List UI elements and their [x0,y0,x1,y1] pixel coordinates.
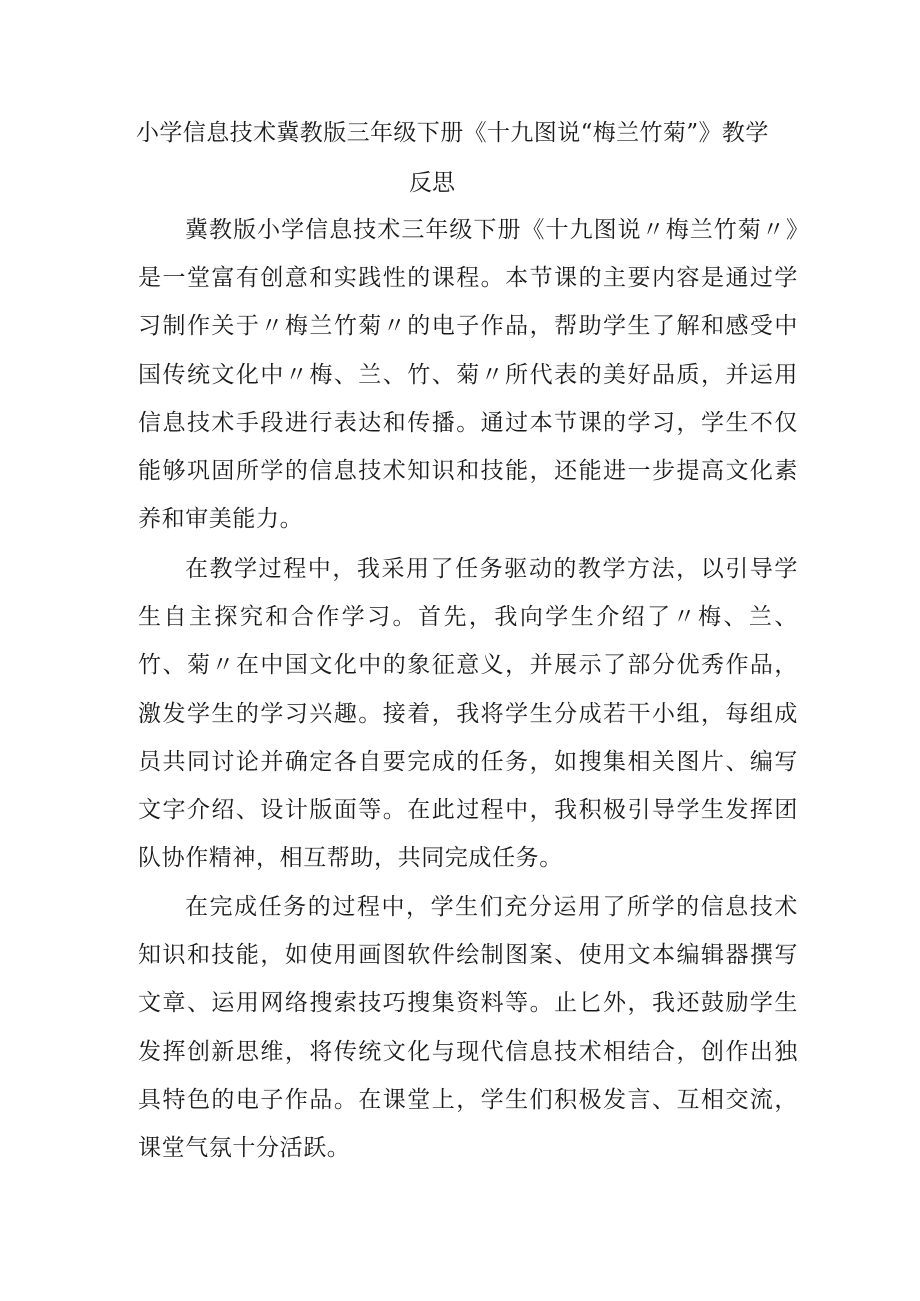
document-title-line-2: 反思 [409,170,455,196]
body-paragraph-2: 在教学过程中，我采用了任务驱动的教学方法，以引导学生自主探究和合作学习。首先，我向学生介绍了〃梅、兰、竹、菊〃在中国文化中的象征意义，并展示了部分优秀作品，激发学生的学习兴趣。接着，我将学生分成若干小组，每组成员共同讨论并确定各自要完成的任务，如搜集相关图片、编写文字介绍、设计版面等。在此过程中，我积极引导学生发挥团队协作精神，相互帮助，共同完成任务。 [138,556,798,872]
body-paragraph-3: 在完成任务的过程中，学生们充分运用了所学的信息技术知识和技能，如使用画图软件绘制图案、使用文本编辑器撰写文章、运用网络搜索技巧搜集资料等。止匕外，我还鼓励学生发挥创新思维，将传统文化与现代信息技术相结合，创作出独具特色的电子作品。在课堂上，学生们积极发言、互相交流，课堂气氛十分活跃。 [138,894,798,1162]
document-title-line-1: 小学信息技术冀教版三年级下册《十九图说“梅兰竹菊”》教学 [136,120,769,146]
body-paragraph-1: 冀教版小学信息技术三年级下册《十九图说〃梅兰竹菊〃》是一堂富有创意和实践性的课程。本节课的主要内容是通过学习制作关于〃梅兰竹菊〃的电子作品，帮助学生了解和感受中国传统文化中〃梅、兰、竹、菊〃所代表的美好品质，并运用信息技术手段进行表达和传播。通过本节课的学习，学生不仅能够巩固所学的信息技术知识和技能，还能进一步提高文化素养和审美能力。 [138,217,798,533]
